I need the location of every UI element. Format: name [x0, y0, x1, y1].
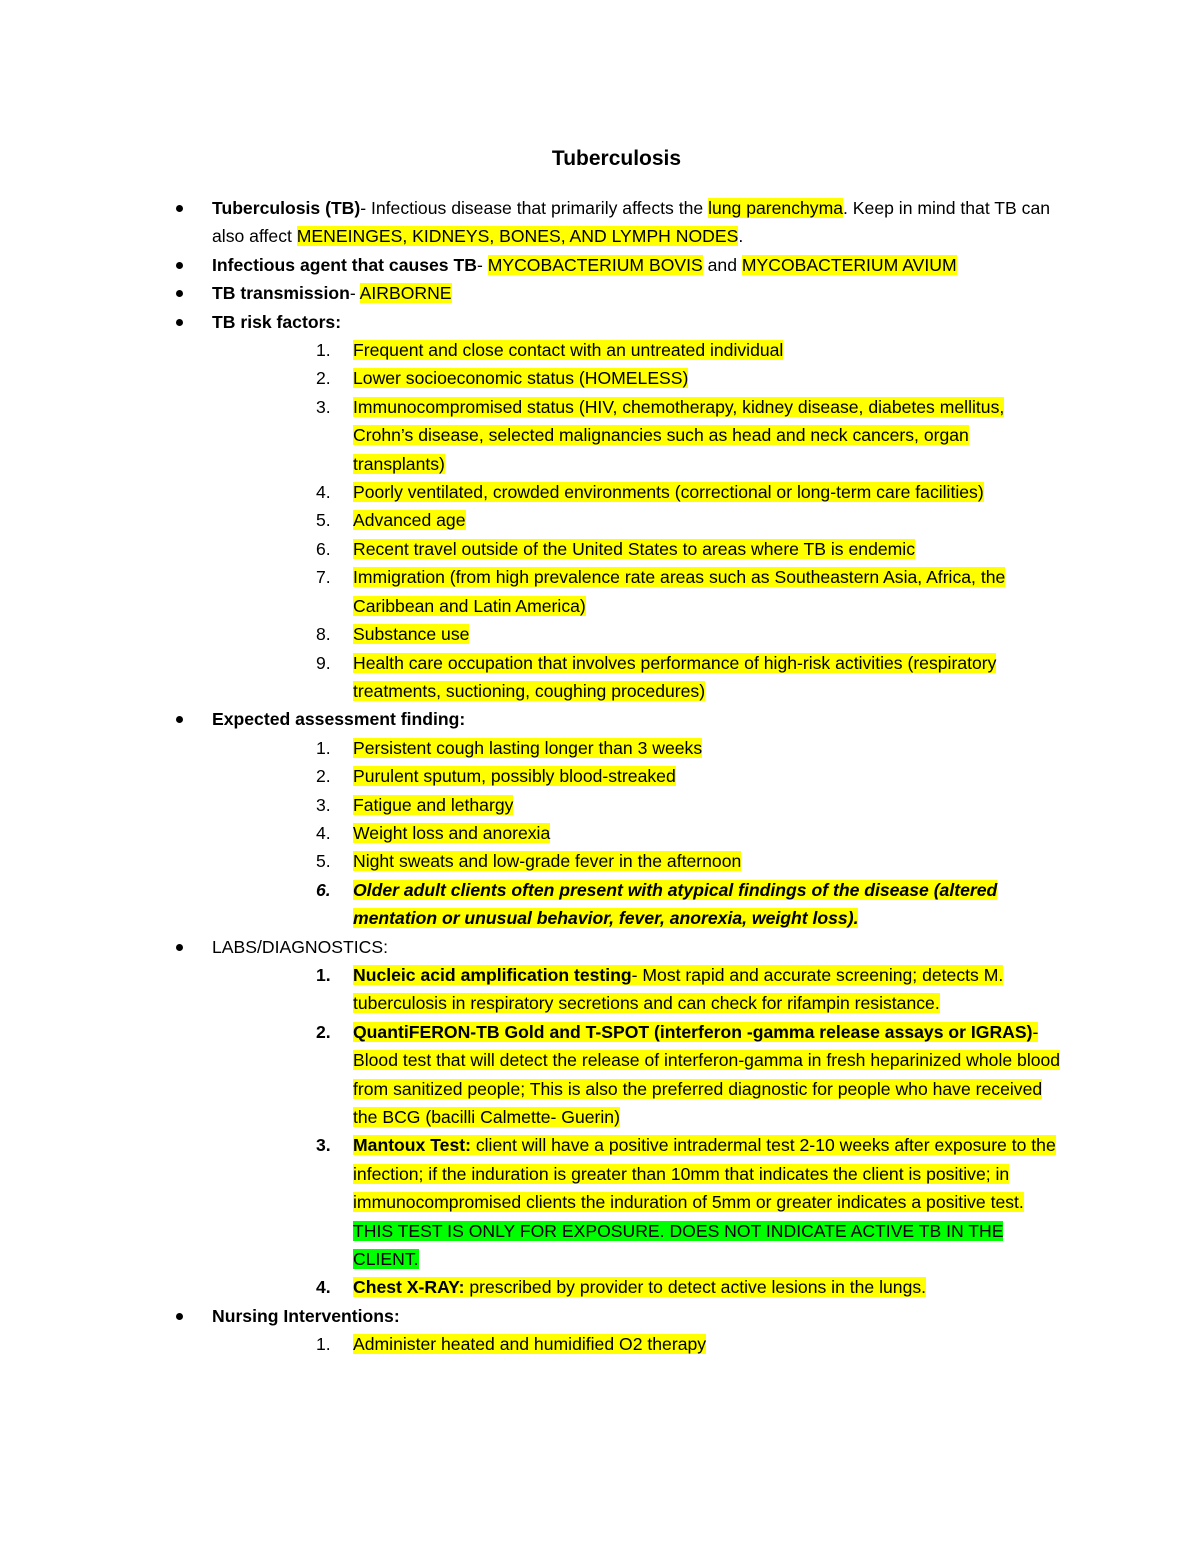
highlight: Persistent cough lasting longer than 3 weeks — [353, 737, 703, 758]
highlight — [353, 965, 1003, 1013]
section-label: LABS/DIAGNOSTICS: — [212, 936, 388, 957]
list-item — [0, 791, 1200, 819]
text: client will have a positive intradermal test 2-10 weeks after exposure to the infection; if the induration is greater than 10mm that indicates the client is positive; in immunocompromised clients the induration of 5mm or greater indicates a positive test. — [353, 1135, 1056, 1213]
item-text — [353, 1273, 1063, 1301]
bullet-risk-factors — [0, 308, 1200, 336]
item-text — [353, 762, 1063, 790]
bullet-agent — [0, 251, 1200, 279]
item-text — [353, 393, 1063, 478]
item-text — [353, 620, 1063, 648]
text: . — [738, 226, 744, 247]
highlight: Frequent and close contact with an untreated individual — [353, 340, 784, 361]
item-number: 7. — [316, 567, 331, 588]
list-item — [0, 506, 1200, 534]
section-label: Nursing Interventions: — [212, 1305, 400, 1326]
bullet-text — [212, 705, 1052, 733]
bullet-text — [212, 194, 1052, 251]
test-name: Mantoux Test: — [353, 1135, 471, 1156]
highlight: Recent travel outside of the United States to areas where TB is endemic — [353, 538, 915, 559]
highlight: Night sweats and low-grade fever in the afternoon — [353, 851, 742, 872]
text: . Keep in mind that TB can also affect — [212, 198, 1051, 247]
list-item — [0, 563, 1200, 620]
bullet-icon — [176, 319, 183, 326]
item-text — [353, 336, 1063, 364]
list-item — [0, 734, 1200, 762]
bullet-assessment — [0, 705, 1200, 733]
item-text — [353, 819, 1063, 847]
labs-list — [0, 961, 1200, 1302]
list-item — [0, 1330, 1200, 1358]
risk-factors-list — [0, 336, 1200, 705]
highlight: Fatigue and lethargy — [353, 794, 514, 815]
list-item — [0, 762, 1200, 790]
text: and — [702, 254, 742, 275]
list-item — [0, 819, 1200, 847]
highlight: AIRBORNE — [359, 283, 452, 304]
term-label: TB transmission — [212, 283, 350, 304]
highlight: Weight loss and anorexia — [353, 822, 551, 843]
item-number: 5. — [316, 510, 331, 531]
item-number: 8. — [316, 624, 331, 645]
test-name: Chest X-RAY: — [353, 1277, 465, 1298]
item-text — [353, 847, 1063, 875]
item-number: 2. — [316, 368, 331, 389]
bullet-icon — [176, 290, 183, 297]
item-number: 3. — [316, 794, 331, 815]
highlight — [353, 1135, 1056, 1212]
bullet-definition — [0, 194, 1200, 251]
item-number: 2. — [316, 1021, 331, 1042]
list-item — [0, 1273, 1200, 1301]
bullet-text — [212, 251, 1052, 279]
list-item — [0, 336, 1200, 364]
item-text — [353, 1018, 1063, 1132]
highlight: Older adult clients often present with atypical findings of the disease (altered mentation or unusual behavior, fever, anorexia, weight loss). — [353, 879, 998, 929]
document-body — [0, 194, 1200, 1359]
item-text — [353, 478, 1063, 506]
item-text — [353, 535, 1063, 563]
item-text — [353, 791, 1063, 819]
section-label: TB risk factors: — [212, 311, 342, 332]
bullet-icon — [176, 205, 183, 212]
bullet-icon — [176, 262, 183, 269]
highlight: lung parenchyma — [708, 198, 844, 218]
item-text — [353, 876, 1063, 933]
item-text — [353, 961, 1063, 1018]
item-number: 1. — [316, 964, 331, 985]
bullet-text — [212, 933, 1052, 961]
green-highlight: THIS TEST IS ONLY FOR EXPOSURE. DOES NOT INDICATE ACTIVE TB IN THE CLIENT. — [353, 1220, 1004, 1270]
item-number: 3. — [316, 396, 331, 417]
item-text — [353, 1330, 1063, 1358]
highlight: Advanced age — [353, 510, 466, 531]
bullet-nursing — [0, 1302, 1200, 1330]
highlight: Immigration (from high prevalence rate areas such as Southeastern Asia, Africa, the Caribbean and Latin America) — [353, 567, 1006, 616]
item-number: 6. — [316, 538, 331, 559]
text: - Most rapid and accurate screening; detects M. tuberculosis in respiratory secretions and can check for rifampin resistance. — [353, 964, 1004, 1014]
nursing-list — [0, 1330, 1200, 1358]
highlight: Poorly ventilated, crowded environments (correctional or long-term care facilities) — [353, 482, 984, 503]
test-name: Nucleic acid amplification testing — [353, 964, 632, 985]
document-title: Tuberculosis — [551, 147, 682, 170]
text: prescribed by provider to detect active lesions in the lungs. — [464, 1277, 927, 1298]
bullet-text — [212, 1302, 1052, 1330]
item-text — [353, 1131, 1063, 1273]
item-number: 1. — [316, 737, 331, 758]
highlight: Health care occupation that involves performance of high-risk activities (respiratory treatments, suctioning, coughing procedures) — [353, 652, 997, 701]
text: - — [349, 283, 360, 304]
item-number: 2. — [316, 766, 331, 787]
highlight: MENEINGES, KIDNEYS, BONES, AND LYMPH NODES — [296, 226, 739, 247]
bullet-transmission — [0, 279, 1200, 307]
highlight: Substance use — [353, 624, 470, 645]
highlight — [353, 1022, 1060, 1127]
text: - Blood test that will detect the release of interferon-gamma in fresh heparinized whole blood from sanitized people; This is also the preferred diagnostic for people who have received the BCG (bacilli Calmette- Guerin) — [353, 1021, 1061, 1127]
item-number: 4. — [316, 822, 331, 843]
highlight: Lower socioeconomic status (HOMELESS) — [353, 368, 689, 389]
bullet-labs — [0, 933, 1200, 961]
item-number: 1. — [316, 1334, 331, 1355]
highlight: Immunocompromised status (HIV, chemotherapy, kidney disease, diabetes mellitus, Crohn’s disease, selected malignancies such as head and neck cancers, organ transplants) — [353, 396, 1005, 474]
item-text — [353, 364, 1063, 392]
test-name: QuantiFERON-TB Gold and T-SPOT (interferon -gamma release assays or IGRAS) — [353, 1021, 1033, 1042]
highlight: MYCOBACTERIUM AVIUM — [741, 254, 957, 275]
bullet-icon — [176, 716, 183, 723]
highlight: MYCOBACTERIUM BOVIS — [487, 254, 703, 275]
highlight — [353, 1277, 926, 1297]
bullet-icon — [176, 1313, 183, 1320]
list-item — [0, 649, 1200, 706]
item-number: 4. — [316, 482, 331, 503]
list-item — [0, 535, 1200, 563]
list-item — [0, 1018, 1200, 1132]
bullet-text — [212, 279, 1052, 307]
item-number: 1. — [316, 340, 331, 361]
item-number: 4. — [316, 1277, 331, 1298]
item-number: 6. — [316, 879, 331, 900]
term-label: Tuberculosis (TB) — [212, 198, 361, 218]
list-item — [0, 393, 1200, 478]
list-item — [0, 847, 1200, 875]
item-text — [353, 563, 1063, 620]
highlight: Purulent sputum, possibly blood-streaked — [353, 766, 676, 787]
bullet-icon — [176, 944, 183, 951]
list-item — [0, 478, 1200, 506]
text: - Infectious disease that primarily affects the — [360, 198, 709, 218]
list-item — [0, 620, 1200, 648]
item-text — [353, 649, 1063, 706]
list-item — [0, 364, 1200, 392]
bullet-text — [212, 308, 1052, 336]
item-text — [353, 734, 1063, 762]
item-number: 9. — [316, 652, 331, 673]
list-item — [0, 961, 1200, 1018]
text: - — [476, 254, 488, 275]
item-number: 3. — [316, 1135, 331, 1156]
assessment-list — [0, 734, 1200, 933]
term-label: Infectious agent that causes TB — [212, 254, 477, 275]
section-label: Expected assessment finding: — [212, 709, 466, 730]
item-text — [353, 506, 1063, 534]
list-item — [0, 1131, 1200, 1273]
item-number: 5. — [316, 851, 331, 872]
list-item — [0, 876, 1200, 933]
highlight: Administer heated and humidified O2 therapy — [353, 1334, 707, 1355]
